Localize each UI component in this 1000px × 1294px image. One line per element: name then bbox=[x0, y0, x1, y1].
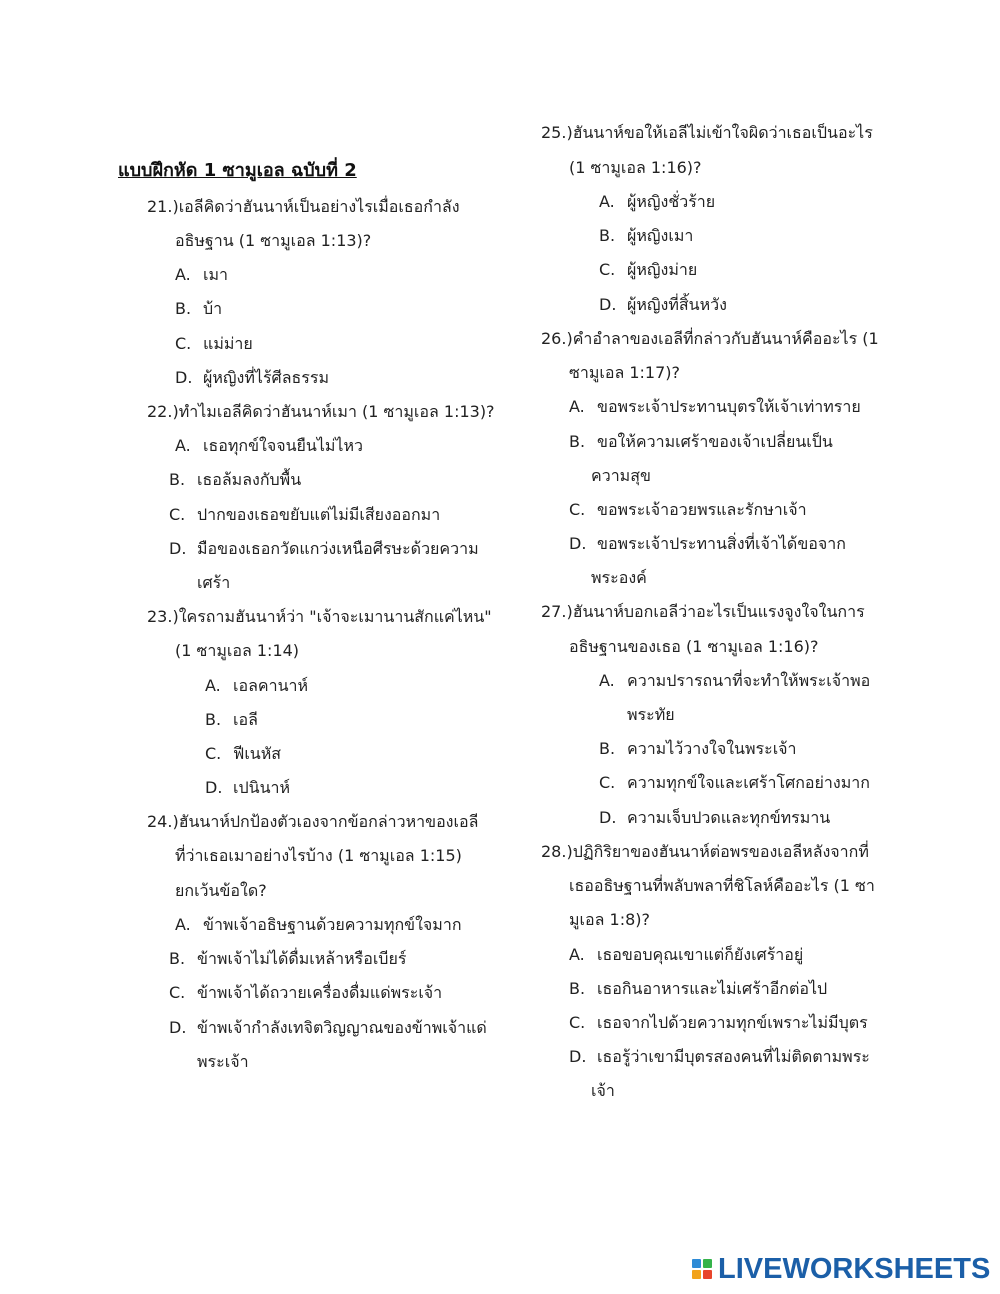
option-text: ผู้หญิงชั่วร้าย bbox=[627, 192, 716, 211]
option-text: ผู้หญิงที่สิ้นหวัง bbox=[627, 295, 727, 314]
q22-text-line-1: 22.)ทำไมเอลีคิดว่าฮันนาห์เมา (1 ซามูเอล 1:13)? bbox=[147, 402, 495, 421]
q24-option-d-continuation: พระเจ้า bbox=[197, 1052, 249, 1071]
option-letter: A. bbox=[175, 265, 191, 284]
option-letter: C. bbox=[169, 983, 186, 1002]
q23-option-c[interactable] bbox=[205, 743, 281, 765]
q24-option-a[interactable] bbox=[175, 914, 462, 936]
q27-option-d[interactable] bbox=[599, 807, 830, 829]
option-letter: D. bbox=[175, 368, 193, 387]
q25-option-b[interactable] bbox=[599, 225, 693, 247]
option-letter: B. bbox=[205, 710, 222, 729]
q27-option-a[interactable] bbox=[599, 670, 870, 692]
option-text: มือของเธอกวัดแกว่งเหนือศีรษะด้วยความ bbox=[197, 539, 479, 558]
option-letter: B. bbox=[599, 226, 616, 245]
q28-text-line-3: มูเอล 1:8)? bbox=[569, 910, 650, 929]
q21-text-line-2: อธิษฐาน (1 ซามูเอล 1:13)? bbox=[175, 231, 372, 250]
option-text: เธอรู้ว่าเขามีบุตรสองคนที่ไม่ติดตามพระ bbox=[597, 1047, 870, 1066]
option-letter: B. bbox=[169, 949, 186, 968]
option-text: เธอขอบคุณเขาแต่ก็ยังเศร้าอยู่ bbox=[597, 945, 804, 964]
q22-option-d[interactable] bbox=[169, 538, 479, 560]
q28-option-b[interactable] bbox=[569, 978, 827, 1000]
q24-text-line-3: ยกเว้นข้อใด? bbox=[175, 881, 267, 900]
option-letter: D. bbox=[569, 534, 587, 553]
q22-option-b[interactable] bbox=[169, 469, 301, 491]
logo-square-br bbox=[703, 1270, 712, 1279]
option-text: เธอล้มลงกับพื้น bbox=[197, 470, 302, 489]
option-text: ข้าพเจ้าได้ถวายเครื่องดื่มแด่พระเจ้า bbox=[197, 983, 443, 1002]
q24-option-b[interactable] bbox=[169, 948, 406, 970]
q27-option-b[interactable] bbox=[599, 738, 797, 760]
option-letter: D. bbox=[599, 295, 617, 314]
option-text: เธอกินอาหารและไม่เศร้าอีกต่อไป bbox=[597, 979, 828, 998]
option-letter: A. bbox=[569, 397, 585, 416]
q21-text-line-1: 21.)เอลีคิดว่าฮันนาห์เป็นอย่างไรเมื่อเธอกำลัง bbox=[147, 197, 460, 216]
q25-option-c[interactable] bbox=[599, 259, 697, 281]
worksheet-title: แบบฝึกหัด 1 ซามูเอล ฉบับที่ 2 bbox=[118, 160, 357, 181]
q28-option-a[interactable] bbox=[569, 944, 803, 966]
option-letter: D. bbox=[205, 778, 223, 797]
option-letter: A. bbox=[175, 436, 191, 455]
option-letter: C. bbox=[569, 500, 586, 519]
q26-option-b[interactable] bbox=[569, 431, 833, 453]
option-text: เอลี bbox=[233, 710, 258, 729]
q28-text-line-2: เธออธิษฐานที่พลับพลาที่ชิโลห์คืออะไร (1 ซา bbox=[569, 876, 875, 895]
q28-option-d[interactable] bbox=[569, 1046, 870, 1068]
q27-option-c[interactable] bbox=[599, 772, 870, 794]
option-text: บ้า bbox=[203, 299, 223, 318]
q22-option-a[interactable] bbox=[175, 435, 363, 457]
q22-option-c[interactable] bbox=[169, 504, 440, 526]
q21-option-a[interactable] bbox=[175, 264, 228, 286]
option-text: ข้าพเจ้าไม่ได้ดื่มเหล้าหรือเบียร์ bbox=[197, 949, 407, 968]
option-letter: C. bbox=[175, 334, 192, 353]
q24-option-d[interactable] bbox=[169, 1017, 487, 1039]
q27-text-line-2: อธิษฐานของเธอ (1 ซามูเอล 1:16)? bbox=[569, 637, 819, 656]
liveworksheets-icon bbox=[692, 1259, 712, 1279]
q23-option-d[interactable] bbox=[205, 777, 290, 799]
q24-text-line-1: 24.)ฮันนาห์ปกป้องตัวเองจากข้อกล่าวหาของเอลี bbox=[147, 812, 479, 831]
option-text: ความทุกข์ใจและเศร้าโศกอย่างมาก bbox=[627, 773, 870, 792]
q26-option-d[interactable] bbox=[569, 533, 846, 555]
q26-text-line-2: ซามูเอล 1:17)? bbox=[569, 363, 681, 382]
option-text: ข้าพเจ้าอธิษฐานด้วยความทุกข์ใจมาก bbox=[203, 915, 462, 934]
q23-option-a[interactable] bbox=[205, 675, 308, 697]
option-letter: A. bbox=[569, 945, 585, 964]
q26-option-c[interactable] bbox=[569, 499, 807, 521]
q26-option-b-continuation: ความสุข bbox=[591, 466, 651, 485]
q28-option-c[interactable] bbox=[569, 1012, 868, 1034]
q25-text-line-2: (1 ซามูเอล 1:16)? bbox=[569, 158, 702, 177]
option-letter: C. bbox=[599, 773, 616, 792]
option-letter: B. bbox=[599, 739, 616, 758]
q28-text-line-1: 28.)ปฏิกิริยาของฮันนาห์ต่อพรของเอลีหลังจากที่ bbox=[541, 842, 869, 861]
q25-option-d[interactable] bbox=[599, 294, 727, 316]
option-text: ขอพระเจ้าอวยพรและรักษาเจ้า bbox=[597, 500, 807, 519]
q21-option-d[interactable] bbox=[175, 367, 329, 389]
q25-option-a[interactable] bbox=[599, 191, 715, 213]
q27-option-a-continuation: พระทัย bbox=[627, 705, 675, 724]
q22-option-d-continuation: เศร้า bbox=[197, 573, 231, 592]
option-letter: A. bbox=[175, 915, 191, 934]
option-letter: D. bbox=[169, 539, 187, 558]
option-text: ความเจ็บปวดและทุกข์ทรมาน bbox=[627, 808, 831, 827]
option-text: เธอทุกข์ใจจนยืนไม่ไหว bbox=[203, 436, 363, 455]
brand-name: LIVEWORKSHEETS bbox=[718, 1252, 991, 1285]
option-letter: C. bbox=[569, 1013, 586, 1032]
logo-square-tr bbox=[703, 1259, 712, 1268]
option-text: ความปรารถนาที่จะทำให้พระเจ้าพอ bbox=[627, 671, 871, 690]
logo-square-bl bbox=[692, 1270, 701, 1279]
option-letter: C. bbox=[599, 260, 616, 279]
q24-option-c[interactable] bbox=[169, 982, 442, 1004]
q26-option-a[interactable] bbox=[569, 396, 861, 418]
option-text: ผู้หญิงที่ไร้ศีลธรรม bbox=[203, 368, 330, 387]
q24-text-line-2: ที่ว่าเธอเมาอย่างไรบ้าง (1 ซามูเอล 1:15) bbox=[175, 846, 462, 865]
q26-option-d-continuation: พระองค์ bbox=[591, 568, 647, 587]
option-letter: D. bbox=[569, 1047, 587, 1066]
option-letter: B. bbox=[569, 432, 586, 451]
option-text: ขอพระเจ้าประทานสิ่งที่เจ้าได้ขอจาก bbox=[597, 534, 846, 553]
option-text: ขอพระเจ้าประทานบุตรให้เจ้าเท่าทราย bbox=[597, 397, 861, 416]
option-text: แม่ม่าย bbox=[203, 334, 253, 353]
option-text: ขอให้ความเศร้าของเจ้าเปลี่ยนเป็น bbox=[597, 432, 833, 451]
option-letter: D. bbox=[169, 1018, 187, 1037]
q23-text-line-1: 23.)ใครถามฮันนาห์ว่า "เจ้าจะเมานานสักแค่ไหน" bbox=[147, 607, 492, 626]
option-letter: C. bbox=[205, 744, 222, 763]
option-text: ปากของเธอขยับแต่ไม่มีเสียงออกมา bbox=[197, 505, 441, 524]
option-letter: A. bbox=[599, 192, 615, 211]
q21-option-c[interactable] bbox=[175, 333, 253, 355]
option-text: เปนินาห์ bbox=[233, 778, 291, 797]
option-text: ข้าพเจ้ากำลังเทจิตวิญญาณของข้าพเจ้าแด่ bbox=[197, 1018, 487, 1037]
option-letter: B. bbox=[569, 979, 586, 998]
q23-text-line-2: (1 ซามูเอล 1:14) bbox=[175, 641, 300, 660]
option-text: เอลคานาห์ bbox=[233, 676, 309, 695]
option-text: เมา bbox=[203, 265, 228, 284]
option-letter: A. bbox=[205, 676, 221, 695]
option-text: เธอจากไปด้วยความทุกข์เพราะไม่มีบุตร bbox=[597, 1013, 868, 1032]
q26-text-line-1: 26.)คำอำลาของเอลีที่กล่าวกับฮันนาห์คืออะไร (1 bbox=[541, 329, 879, 348]
liveworksheets-logo[interactable] bbox=[692, 1252, 990, 1286]
option-letter: D. bbox=[599, 808, 617, 827]
option-text: ผู้หญิงเมา bbox=[627, 226, 694, 245]
q27-text-line-1: 27.)ฮันนาห์บอกเอลีว่าอะไรเป็นแรงจูงใจในการ bbox=[541, 602, 865, 621]
q21-option-b[interactable] bbox=[175, 298, 222, 320]
option-letter: B. bbox=[175, 299, 192, 318]
option-letter: B. bbox=[169, 470, 186, 489]
logo-square-tl bbox=[692, 1259, 701, 1268]
option-letter: A. bbox=[599, 671, 615, 690]
option-letter: C. bbox=[169, 505, 186, 524]
q28-option-d-continuation: เจ้า bbox=[591, 1081, 615, 1100]
option-text: ผู้หญิงม่าย bbox=[627, 260, 698, 279]
option-text: ความไว้วางใจในพระเจ้า bbox=[627, 739, 797, 758]
q25-text-line-1: 25.)ฮันนาห์ขอให้เอลีไม่เข้าใจผิดว่าเธอเป็นอะไร bbox=[541, 123, 873, 142]
q23-option-b[interactable] bbox=[205, 709, 258, 731]
option-text: ฟีเนหัส bbox=[233, 744, 282, 763]
